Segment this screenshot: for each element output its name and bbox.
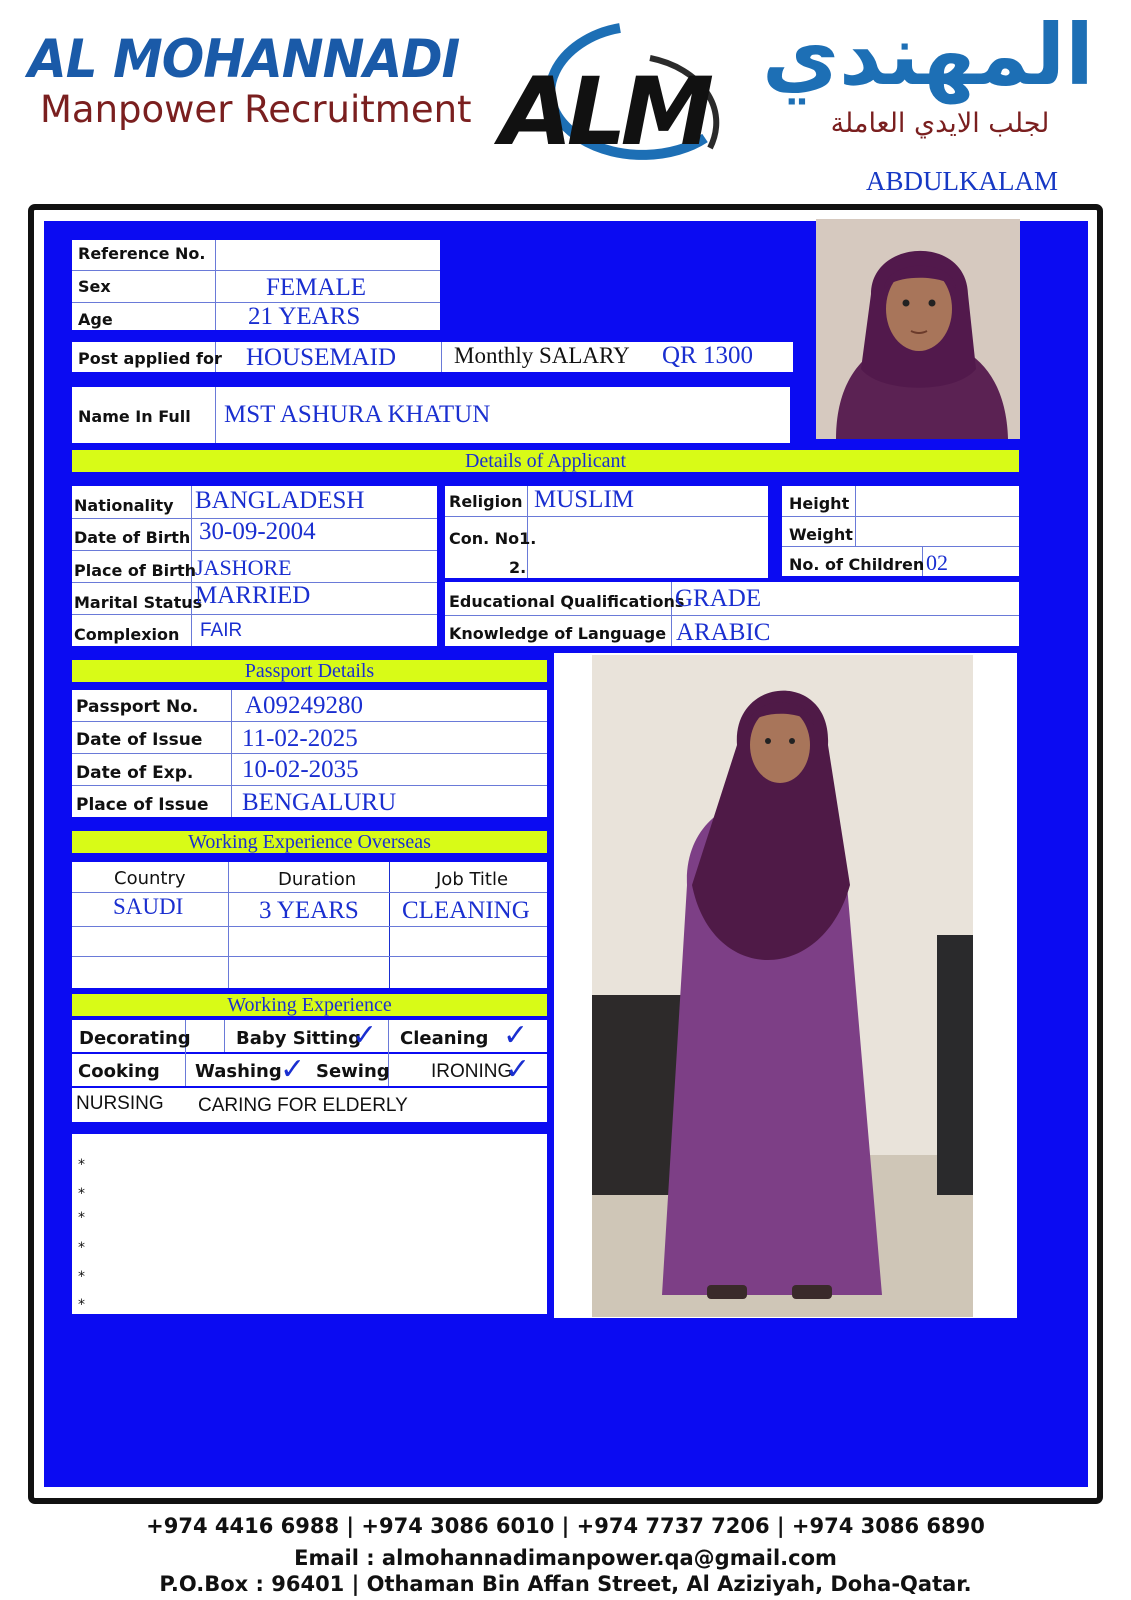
passport-place-value: BENGALURU <box>242 789 397 816</box>
overseas-heading: Working Experience Overseas <box>72 831 547 853</box>
divider <box>215 240 216 330</box>
skill-baby-sitting: Baby Sitting <box>236 1028 361 1049</box>
post-label: Post applied for <box>78 349 222 368</box>
full-length-illustration-icon <box>592 655 973 1317</box>
children-label: No. of Children <box>789 555 925 574</box>
note-bullet: * <box>78 1157 85 1173</box>
applicant-portrait-photo <box>816 219 1020 439</box>
skill-decorating: Decorating <box>79 1028 191 1049</box>
passport-exp-label: Date of Exp. <box>76 763 194 783</box>
divider <box>72 614 437 615</box>
skill-nursing: NURSING <box>76 1093 164 1114</box>
language-label: Knowledge of Language <box>449 624 667 643</box>
passport-place-label: Place of Issue <box>76 795 209 815</box>
overseas-col-job-title: Job Title <box>436 869 509 890</box>
age-value: 21 YEARS <box>248 303 361 330</box>
note-bullet: * <box>78 1186 85 1202</box>
sex-label: Sex <box>78 277 111 296</box>
reference-label: Reference No. <box>78 244 206 263</box>
washing-check-icon: ✓ <box>280 1052 306 1087</box>
passport-heading: Passport Details <box>72 660 547 682</box>
footer-address: P.O.Box : 96401 | Othaman Bin Affan Street, Al Aziziyah, Doha-Qatar. <box>159 1572 972 1596</box>
passport-issue-label: Date of Issue <box>76 730 203 750</box>
alm-logo <box>500 18 740 178</box>
divider <box>72 721 547 722</box>
agent-name: ABDULKALAM <box>866 166 1058 196</box>
overseas-country: SAUDI <box>113 894 184 919</box>
marital-label: Marital Status <box>74 593 203 612</box>
age-label: Age <box>78 310 113 329</box>
nationality-label: Nationality <box>74 496 174 515</box>
education-label: Educational Qualifications <box>449 592 685 611</box>
skill-cooking: Cooking <box>78 1061 160 1082</box>
portrait-illustration-icon <box>816 219 1020 439</box>
salary-value: QR 1300 <box>662 342 753 369</box>
complexion-value: FAIR <box>200 620 243 641</box>
divider <box>441 342 442 372</box>
nationality-value: BANGLADESH <box>195 487 365 514</box>
passport-issue-value: 11-02-2025 <box>242 725 358 752</box>
note-bullet: * <box>78 1269 85 1285</box>
children-value: 02 <box>926 550 948 575</box>
con1-label: Con. No1. <box>449 529 537 548</box>
company-name-ar: المهندي <box>762 6 1094 104</box>
ironing-check-icon: ✓ <box>505 1052 531 1087</box>
name-value: MST ASHURA KHATUN <box>224 401 491 428</box>
pob-label: Place of Birth <box>74 561 197 580</box>
passport-number-label: Passport No. <box>76 697 199 717</box>
applicant-full-length-photo <box>592 655 973 1317</box>
name-label: Name In Full <box>78 407 191 426</box>
skill-cleaning: Cleaning <box>400 1028 489 1049</box>
height-label: Height <box>789 494 850 513</box>
divider <box>72 926 547 927</box>
divider <box>782 516 1019 517</box>
skill-sewing: Sewing <box>316 1061 390 1082</box>
cleaning-check-icon: ✓ <box>503 1018 529 1053</box>
overseas-col-duration: Duration <box>278 869 357 890</box>
dob-value: 30-09-2004 <box>199 518 316 545</box>
con2-label: 2. <box>509 558 527 577</box>
dob-label: Date of Birth <box>74 528 191 547</box>
passport-exp-value: 10-02-2035 <box>242 756 359 783</box>
note-bullet: * <box>78 1297 85 1313</box>
marital-value: MARRIED <box>195 582 311 609</box>
divider <box>72 270 440 271</box>
divider <box>445 615 1019 616</box>
divider <box>215 387 216 443</box>
skill-ironing: IRONING <box>431 1061 513 1082</box>
divider <box>224 1020 225 1052</box>
weight-label: Weight <box>789 525 853 544</box>
divider <box>72 753 547 754</box>
divider <box>782 546 1019 547</box>
company-tagline-en: Manpower Recruitment <box>40 88 472 131</box>
skill-washing: Washing <box>195 1061 282 1082</box>
divider <box>72 956 547 957</box>
notes-block <box>72 1134 547 1314</box>
baby-sitting-check-icon: ✓ <box>352 1018 378 1053</box>
divider <box>228 862 229 988</box>
education-value: GRADE <box>675 585 762 612</box>
company-name-en: AL MOHANNADI <box>28 28 460 90</box>
company-tagline-ar: لجلب الايدي العاملة <box>830 108 1050 139</box>
pob-value: JASHORE <box>195 555 292 580</box>
complexion-label: Complexion <box>74 625 180 644</box>
language-value: ARABIC <box>676 619 771 646</box>
overseas-duration: 3 YEARS <box>259 897 359 924</box>
experience-heading: Working Experience <box>72 994 547 1016</box>
divider <box>72 892 547 893</box>
skill-caring-elderly: CARING FOR ELDERLY <box>198 1095 408 1116</box>
note-bullet: * <box>78 1210 85 1226</box>
salary-label: Monthly SALARY <box>454 343 630 368</box>
overseas-job-title: CLEANING <box>402 897 530 924</box>
logo-text: ALM <box>500 58 709 167</box>
religion-label: Religion <box>449 492 523 511</box>
divider <box>445 516 768 517</box>
religion-value: MUSLIM <box>534 486 635 513</box>
details-heading: Details of Applicant <box>72 450 1019 472</box>
divider <box>72 550 437 551</box>
divider <box>72 785 547 786</box>
post-value: HOUSEMAID <box>246 344 396 371</box>
note-bullet: * <box>78 1240 85 1256</box>
footer-phones: +974 4416 6988 | +974 3086 6010 | +974 7737 7206 | +974 3086 6890 <box>146 1514 985 1538</box>
passport-number-value: A09249280 <box>245 692 364 719</box>
sex-value: FEMALE <box>266 274 366 301</box>
divider <box>389 862 390 988</box>
footer-email: Email : almohannadimanpower.qa@gmail.com <box>294 1546 837 1570</box>
overseas-col-country: Country <box>114 868 186 889</box>
